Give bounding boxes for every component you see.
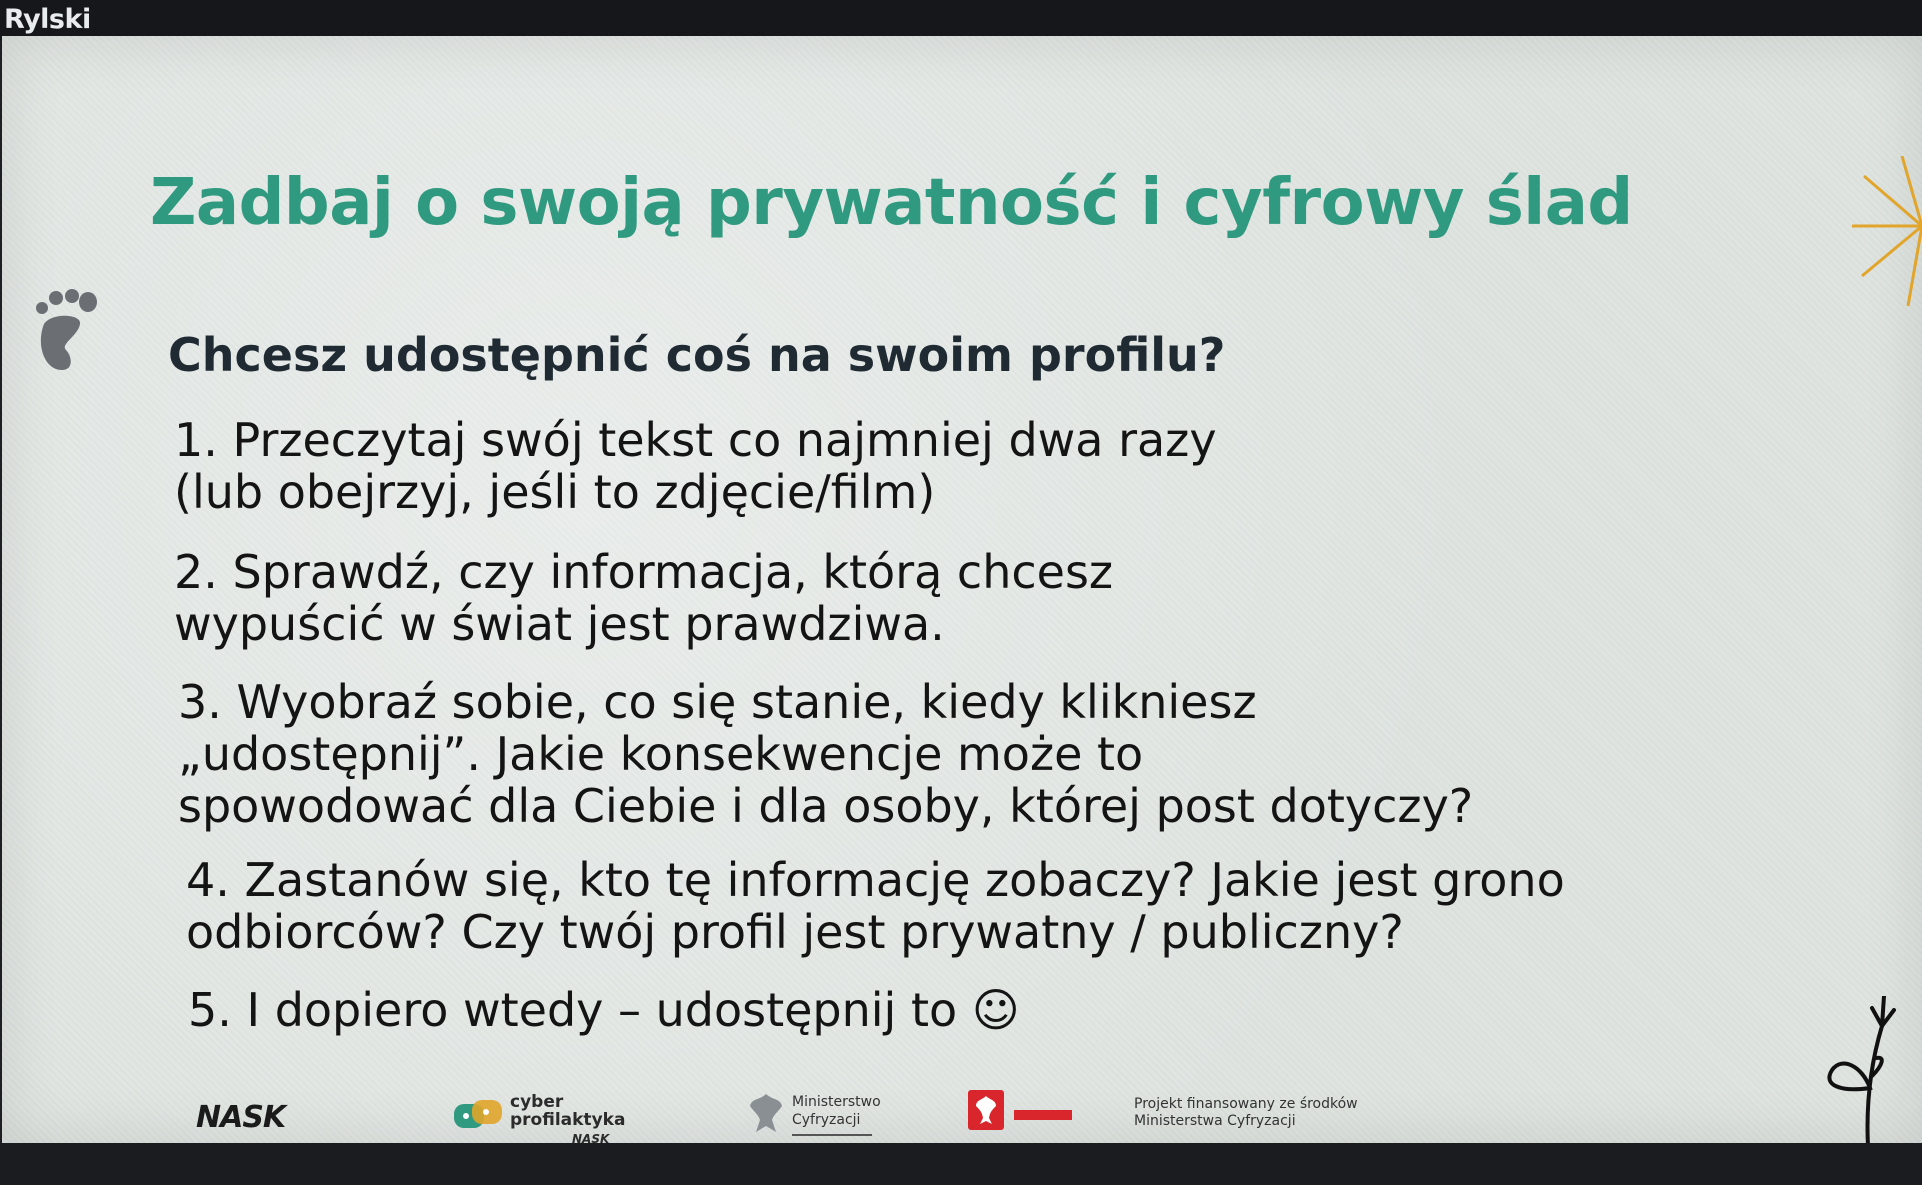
step-1-text: 1. Przeczytaj swój tekst co najmniej dwa razy (lub obejrzyj, jeśli to zdjęcie/film) [174,413,1217,519]
nask-logo: NASK [196,1100,286,1135]
footprint-icon [22,266,102,376]
step-2-text: 2. Sprawdź, czy informacja, którą chcesz wypuścić w świat jest prawdziwa. [174,545,1114,651]
step-4-text: 4. Zastanów się, kto tę informację zobaczy? Jakie jest grono odbiorców? Czy twój profil jest prywatny / publiczny? [186,853,1565,959]
poland-emblem [968,1088,1078,1136]
top-bar [0,0,1922,40]
sun-decoration [1842,156,1922,316]
step-3-text: 3. Wyobraź sobie, co się stanie, kiedy klikniesz „udostępnij”. Jakie konsekwencje może to spowodować dla Ciebie i dla osoby, której post dotyczy? [178,675,1474,833]
cyber-logo-line2: profilaktyka [510,1110,626,1130]
speech-bubbles-icon [452,1096,504,1140]
step-5-text: 5. I dopiero wtedy – udostępnij to ☺ [188,983,1020,1037]
cyber-logo-line1: cyber [510,1092,564,1112]
presentation-slide [2,36,1922,1143]
eagle-emblem-icon [746,1090,786,1136]
poland-coat-of-arms-icon [968,1088,1078,1132]
bottom-strip [0,1143,1922,1185]
plant-decoration [1812,996,1912,1143]
funding-note: Projekt finansowany ze środków Ministerstwa Cyfryzacji [1134,1096,1358,1129]
ministry-line1: Ministerstwo [792,1094,881,1110]
slide-subtitle: Chcesz udostępnić coś na swoim profilu? [168,328,1226,382]
ministry-line2: Cyfryzacji [792,1112,861,1128]
slide-title: Zadbaj o swoją prywatność i cyfrowy ślad [150,166,1633,240]
presenter-name-label: Rylski [4,4,91,35]
cyber-logo-nask: NASK [572,1132,610,1143]
ministry-underline [792,1134,872,1136]
